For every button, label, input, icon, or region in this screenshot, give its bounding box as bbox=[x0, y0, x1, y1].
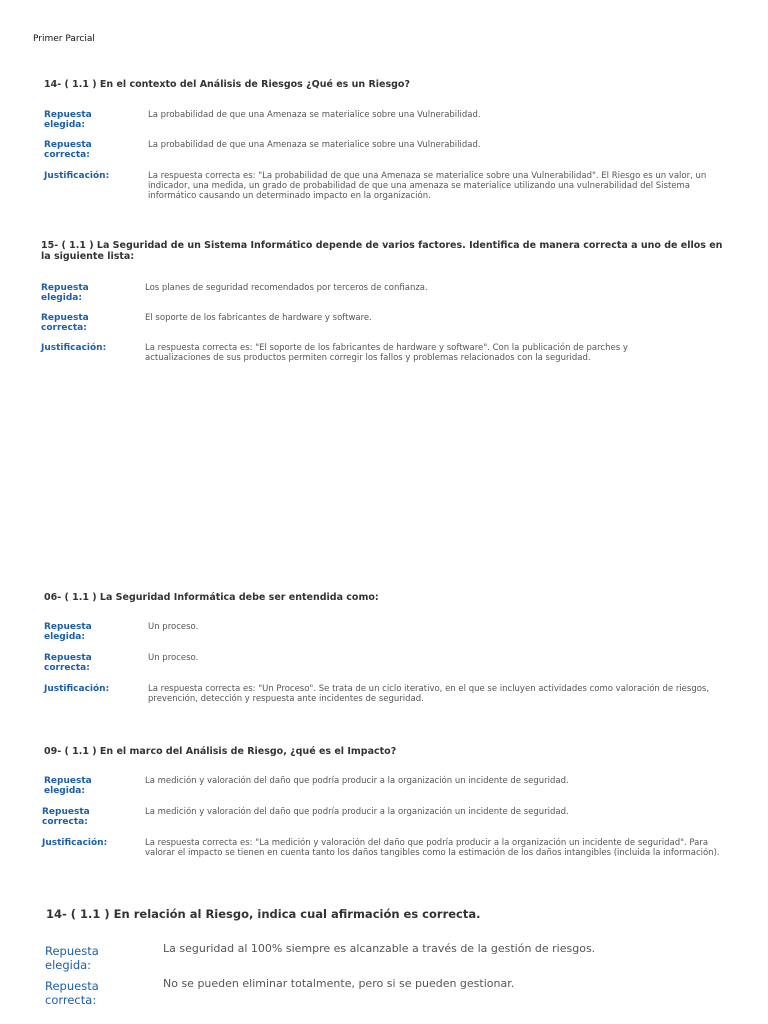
chosen-answer-label: Repuesta elegida: bbox=[45, 944, 99, 972]
chosen-answer: La seguridad al 100% siempre es alcanzable a través de la gestión de riesgos. bbox=[163, 942, 596, 955]
question-title: 06- ( 1.1 ) La Seguridad Informática debe ser entendida como: bbox=[44, 592, 379, 603]
justification-text: La respuesta correcta es: "La probabilidad de que una Amenaza se materialice sobre una Vulnerabilidad". El Riesgo es un valor, un indicador, una medida, un grado de probabilidad de que una amenaza se materialice utilizando una vulnerabilidad del Sistema informático causando un determinado impacto en la organización. bbox=[148, 171, 707, 201]
justification-text: La respuesta correcta es: "El soporte de los fabricantes de hardware y software". Con la publicación de parches y actualizaciones de sus productos permiten corregir los fallos y problemas relacionados con la seguridad. bbox=[145, 343, 628, 363]
justification-label: Justificación: bbox=[44, 684, 110, 694]
chosen-answer: La probabilidad de que una Amenaza se materialice sobre una Vulnerabilidad. bbox=[148, 110, 481, 120]
justification-label: Justificación: bbox=[41, 343, 107, 353]
question-title: 09- ( 1.1 ) En el marco del Análisis de Riesgo, ¿qué es el Impacto? bbox=[44, 746, 397, 757]
chosen-answer-label: Repuesta elegida: bbox=[44, 110, 92, 130]
chosen-answer: Un proceso. bbox=[148, 622, 199, 632]
justification-label: Justificación: bbox=[44, 171, 110, 181]
correct-answer-label: Repuesta correcta: bbox=[42, 807, 90, 827]
question-title: 15- ( 1.1 ) La Seguridad de un Sistema Informático depende de varios factores. Identifica de manera correcta a uno de ellos en la siguiente lista: bbox=[41, 240, 723, 262]
correct-answer: No se pueden eliminar totalmente, pero si se pueden gestionar. bbox=[163, 977, 515, 990]
chosen-answer-label: Repuesta elegida: bbox=[44, 622, 92, 642]
question-title: 14- ( 1.1 ) En relación al Riesgo, indica cual afirmación es correcta. bbox=[46, 907, 481, 921]
justification-label: Justificación: bbox=[42, 838, 108, 848]
justification-text: La respuesta correcta es: "La medición y valoración del daño que podría producir a la organización un incidente de seguridad". Para valorar el impacto se tienen en cuenta tanto los daños tangibles como la estimación de los daños intangibles (incluida la información). bbox=[145, 838, 720, 858]
correct-answer-label: Repuesta correcta: bbox=[44, 653, 92, 673]
correct-answer: El soporte de los fabricantes de hardware y software. bbox=[145, 313, 372, 323]
correct-answer-label: Repuesta correcta: bbox=[41, 313, 89, 333]
page-header: Primer Parcial bbox=[33, 34, 95, 44]
correct-answer-label: Repuesta correcta: bbox=[45, 979, 99, 1007]
chosen-answer: La medición y valoración del daño que podría producir a la organización un incidente de seguridad. bbox=[145, 776, 569, 786]
chosen-answer: Los planes de seguridad recomendados por terceros de confianza. bbox=[145, 283, 428, 293]
justification-text: La respuesta correcta es: "Un Proceso". Se trata de un ciclo iterativo, en el que se incluyen actividades como valoración de riesgos, prevención, detección y respuesta ante incidentes de seguridad. bbox=[148, 684, 710, 704]
correct-answer: La medición y valoración del daño que podría producir a la organización un incidente de seguridad. bbox=[145, 807, 569, 817]
chosen-answer-label: Repuesta elegida: bbox=[41, 283, 89, 303]
chosen-answer-label: Repuesta elegida: bbox=[44, 776, 92, 796]
correct-answer: Un proceso. bbox=[148, 653, 199, 663]
question-title: 14- ( 1.1 ) En el contexto del Análisis de Riesgos ¿Qué es un Riesgo? bbox=[44, 79, 410, 90]
correct-answer: La probabilidad de que una Amenaza se materialice sobre una Vulnerabilidad. bbox=[148, 140, 481, 150]
correct-answer-label: Repuesta correcta: bbox=[44, 140, 92, 160]
